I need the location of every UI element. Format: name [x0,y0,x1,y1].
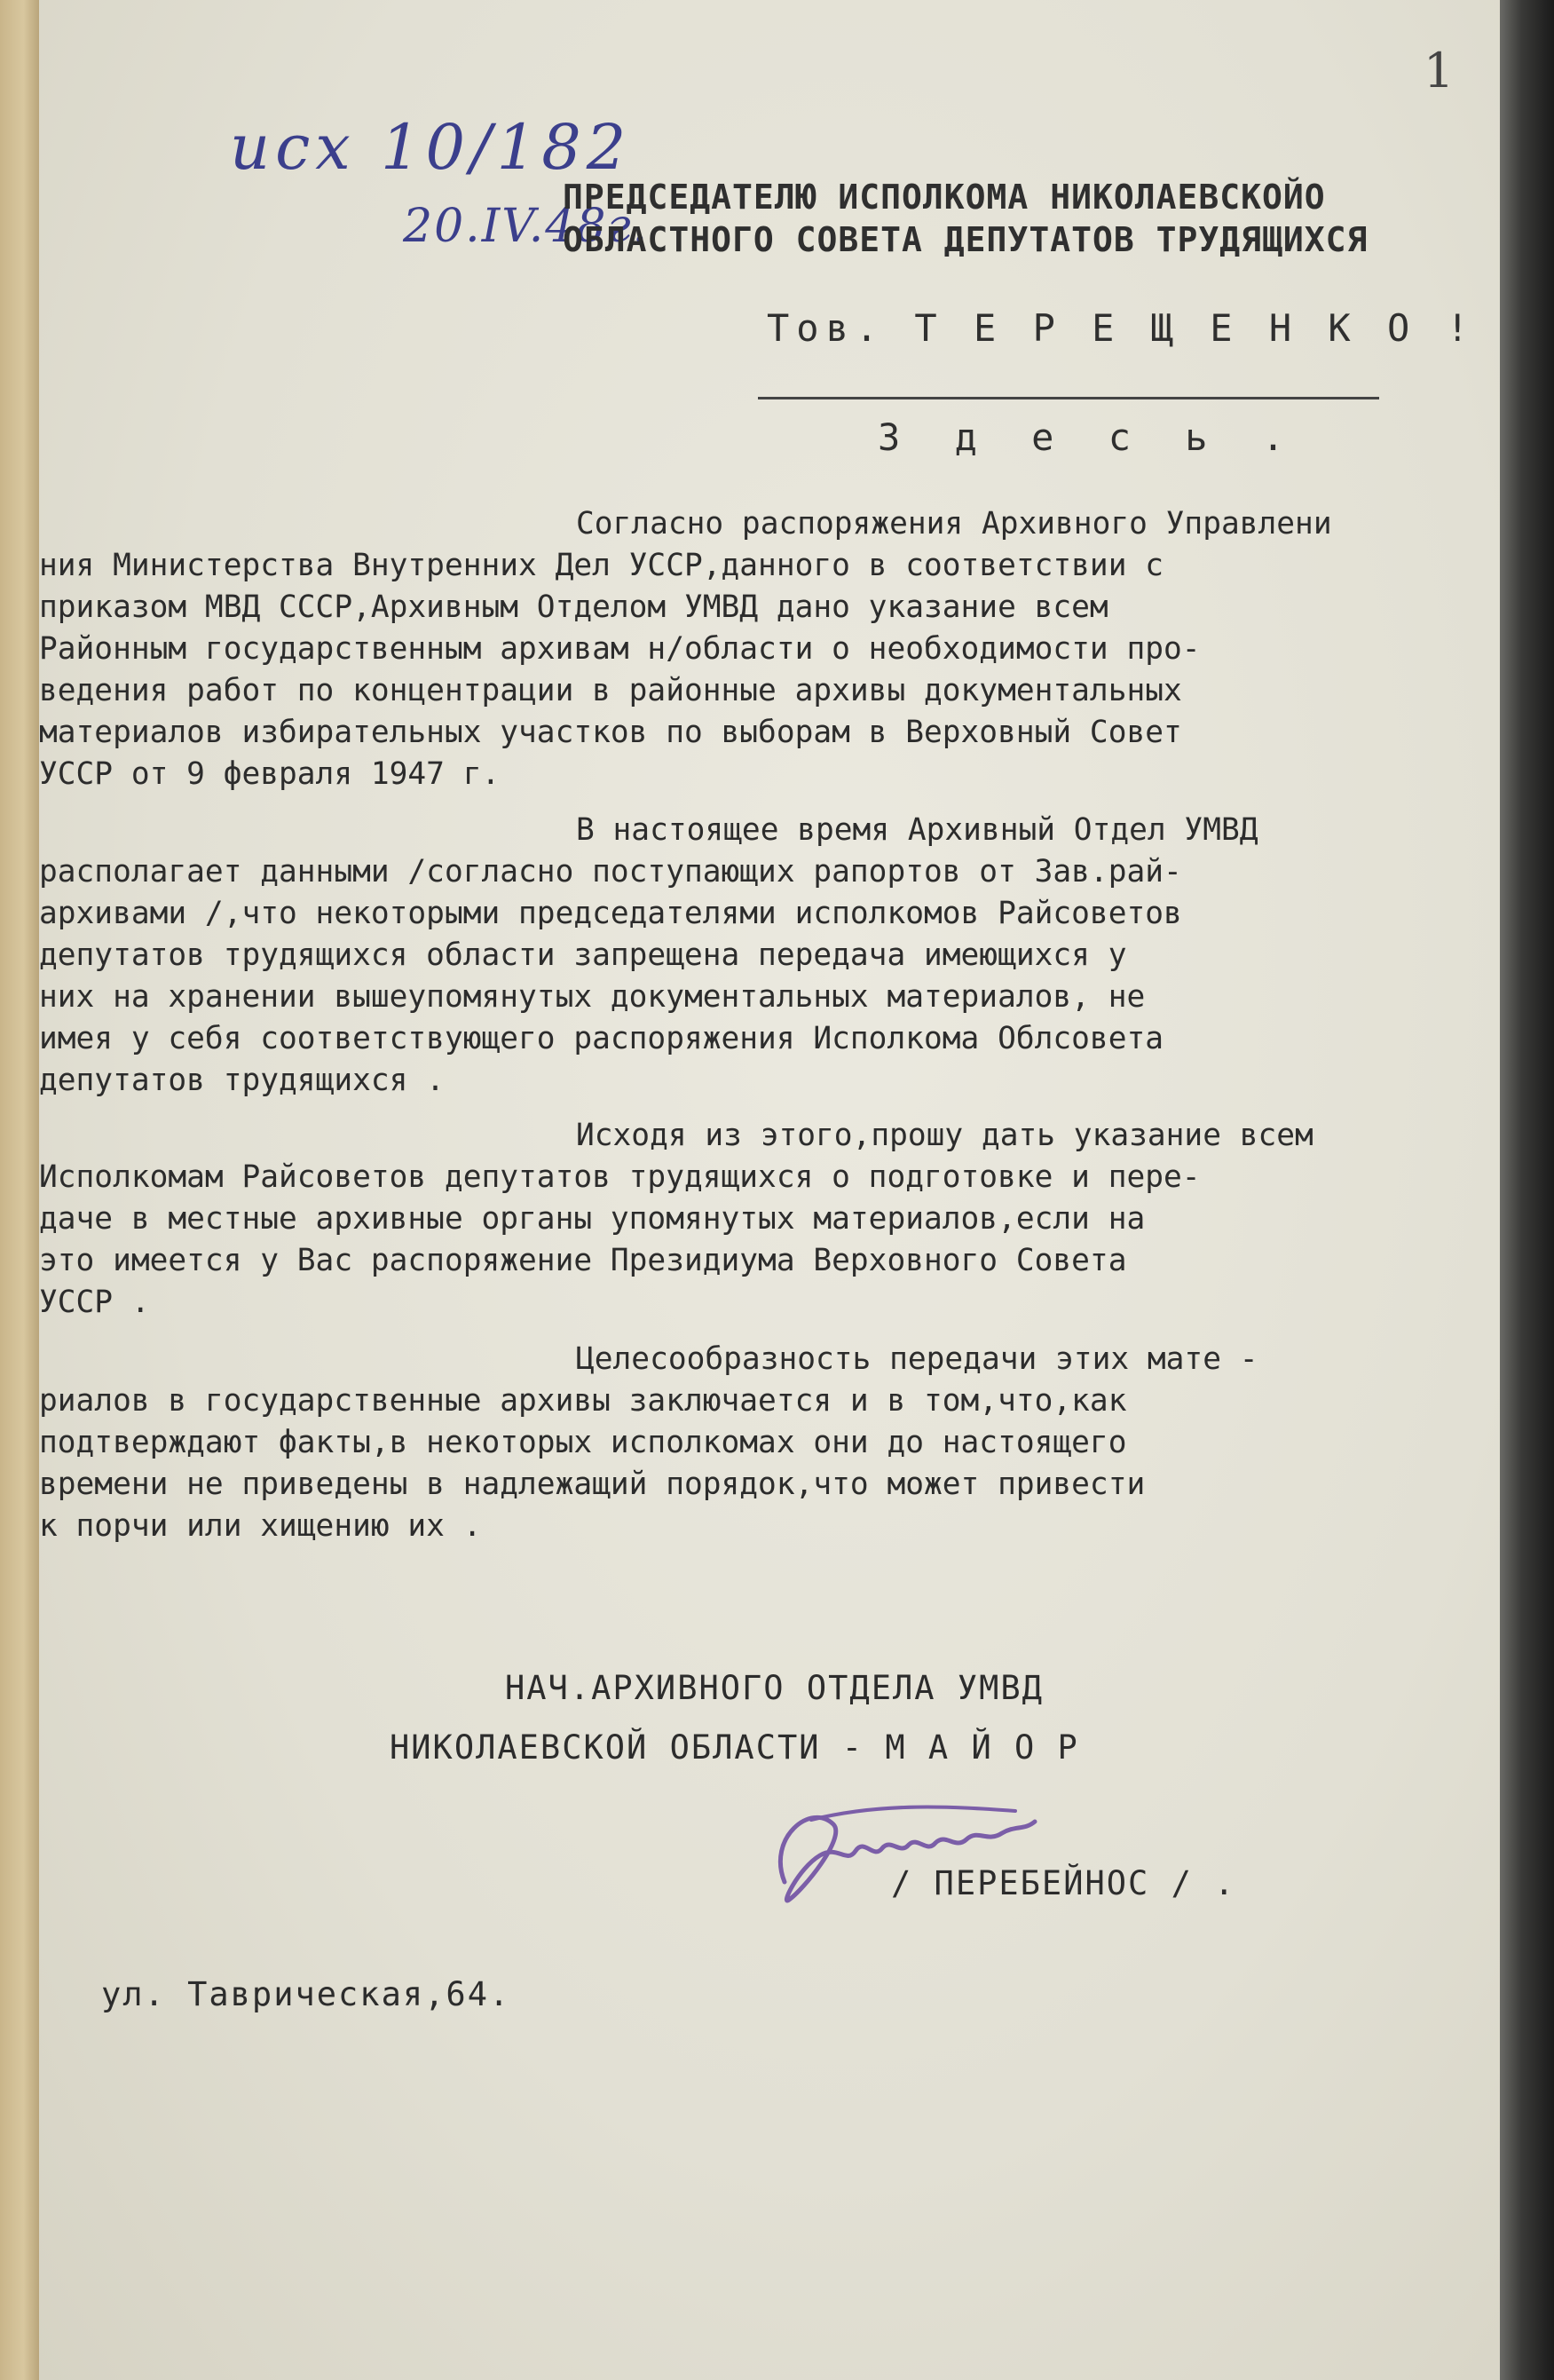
salutation-underline [758,397,1379,399]
text-line: времени не приведены в надлежащий порядок,что может привести [39,1467,1146,1502]
text-line: ведения работ по концентрации в районные архивы документальных [39,673,1182,708]
text-line: имея у себя соответствующего распоряжения Исполкома Облсовета [39,1021,1164,1056]
text-line: Исполкомам Райсоветов депутатов трудящихся о подготовке и пере- [39,1159,1201,1195]
text-line: депутатов трудящихся области запрещена передача имеющихся у [39,937,1127,973]
text-line: УССР . [39,1285,150,1320]
text-line: приказом МВД СССР,Архивным Отделом УМВД дано указание всем [39,589,1108,625]
location-line: З д е с ь . [878,415,1301,459]
signature-title-line-2: НИКОЛАЕВСКОЙ ОБЛАСТИ - М А Й О Р [390,1728,1079,1767]
folder-spine [0,0,41,2380]
addressee-line-1: ПРЕДСЕДАТЕЛЮ ИСПОЛКОМА НИКОЛАЕВСКОЙО [563,178,1326,217]
sender-address: ул. Таврическая,64. [101,1975,511,2013]
signatory-name: / ПЕРЕБЕЙНОС / . [891,1864,1236,1902]
outgoing-date-handwritten: 20.IV.48г. [403,200,650,253]
page-number: 1 [1424,43,1455,99]
paragraph-1 [39,503,1500,795]
paragraph-3 [39,1115,1500,1324]
text-line: даче в местные архивные органы упомянутых материалов,если на [39,1201,1146,1237]
scan-edge-shadow [1500,0,1554,2380]
text-line: Районным государственным архивам н/области о необходимости про- [39,631,1201,667]
text-line: Согласно распоряжения Архивного Управлени [576,506,1332,542]
text-line: архивами /,что некоторыми председателями исполкомов Райсоветов [39,896,1182,931]
paragraph-2 [39,810,1500,1102]
text-line: материалов избирательных участков по выборам в Верховный Совет [39,715,1182,750]
text-line: УССР от 9 февраля 1947 г. [39,756,501,792]
text-line: В настоящее время Архивный Отдел УМВД [576,812,1258,848]
text-line: к порчи или хищению их . [39,1508,482,1544]
salutation: Тов. Т Е Р Е Щ Е Н К О ! [767,306,1476,350]
text-line: это имеется у Вас распоряжение Президиума Верховного Совета [39,1243,1127,1278]
text-line: Исходя из этого,прошу дать указание всем [576,1118,1313,1153]
outgoing-number-handwritten: исх 10/182 [230,111,632,184]
signature-title-line-1: НАЧ.АРХИВНОГО ОТДЕЛА УМВД [505,1669,1044,1707]
text-line: риалов в государственные архивы заключается и в том,что,как [39,1383,1127,1419]
text-line: депутатов трудящихся . [39,1063,445,1098]
document-page [39,0,1500,2380]
paragraph-4 [39,1339,1500,1547]
text-line: подтверждают факты,в некоторых исполкомах они до настоящего [39,1425,1127,1460]
text-line: них на хранении вышеупомянутых документальных материалов, не [39,979,1146,1015]
text-line: располагает данными /согласно поступающих рапортов от Зав.рай- [39,854,1182,890]
addressee-line-2: ОБЛАСТНОГО СОВЕТА ДЕПУТАТОВ ТРУДЯЩИХСЯ [563,220,1369,259]
text-line: ния Министерства Внутренних Дел УССР,данного в соответствии с [39,548,1164,583]
text-line: Целесообразность передачи этих мате - [576,1341,1258,1377]
